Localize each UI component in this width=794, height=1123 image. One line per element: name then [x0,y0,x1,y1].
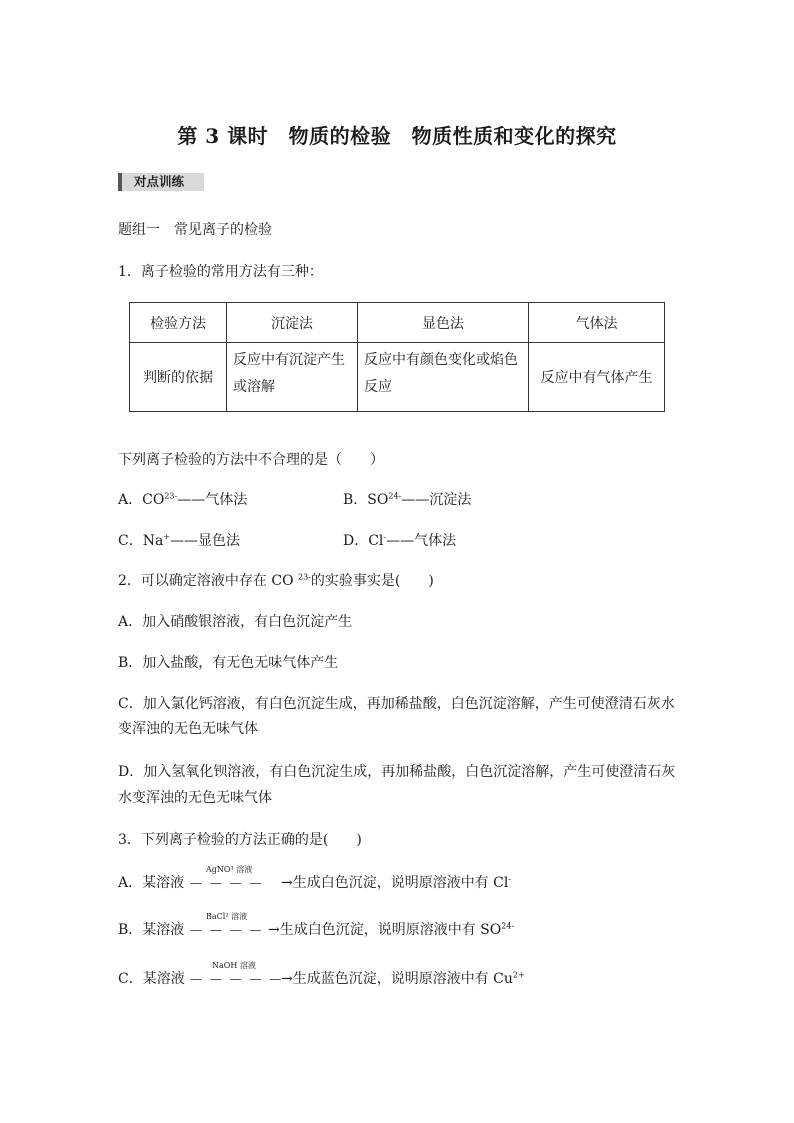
stem-text: 2．可以确定溶液中存在 CO [118,573,298,589]
q3-option-a-prefix: A．某溶液 [118,875,185,891]
group-heading: 题组一 常见离子的检验 [118,222,272,238]
question-3-stem: 3．下列离子检验的方法正确的是( ) [118,832,362,848]
table-cell-line: 反应 [364,379,392,395]
ion-charge: 23- [298,572,311,582]
option-text: B．SO [343,492,389,508]
table-cell-line: 反应中有沉淀产生 [233,352,345,368]
table-row-label: 判断的依据 [130,343,227,412]
q3-option-c-result [281,969,525,989]
reaction-arrow [190,864,280,888]
result-text: →生成白色沉淀，说明原溶液中有 Cl [281,875,509,891]
table-row [130,343,665,412]
question-1-prompt: 下列离子检验的方法中不合理的是（ ） [118,452,384,468]
reagent-label: BaCl² 溶液 [206,912,248,921]
table-header-cell: 气体法 [529,303,665,343]
dashed-arrow-icon: — — — — — [190,972,284,986]
result-text: →生成白色沉淀，说明原溶液中有 SO [268,922,502,938]
dashed-arrow-icon: — — — — [190,923,264,937]
reagent-label: NaOH 溶液 [212,961,256,970]
result-text: →生成蓝色沉淀，说明原溶液中有 Cu [281,971,513,987]
table-cell: 反应中有气体产生 [529,343,665,412]
option-text: D．Cl [343,533,384,549]
q3-option-b-prefix: B．某溶液 [118,922,185,938]
table-cell [227,343,358,412]
option-c [118,531,240,551]
q2-option-a: A．加入硝酸银溶液，有白色沉淀产生 [118,614,353,630]
table-cell [358,343,529,412]
option-d [343,531,456,551]
ion-charge: - [508,874,512,884]
ion-charge: 2+ [512,970,525,980]
q2-option-c-line2: 变浑浊的无色无味气体 [118,721,258,737]
option-text: ——气体法 [177,492,248,508]
ion-test-table [129,302,665,412]
option-text: ——显色法 [170,533,241,549]
ion-charge: 24- [501,921,515,931]
q2-option-c-line1: C．加入氯化钙溶液，有白色沉淀生成，再加稀盐酸，白色沉淀溶解，产生可使澄清石灰水 [118,696,675,712]
q2-option-d-line1: D．加入氢氧化钡溶液，有白色沉淀生成，再加稀盐酸，白色沉淀溶解，产生可使澄清石灰 [118,764,676,780]
q2-option-d-line2: 水变浑浊的无色无味气体 [118,790,272,806]
option-a [118,490,247,510]
ion-charge: - [383,532,387,542]
table-header-cell: 检验方法 [130,303,227,343]
table-header-row [130,303,665,343]
ion-charge: 23- [164,491,178,501]
question-1-stem: 1．离子检验的常用方法有三种： [118,264,323,280]
reaction-arrow [190,960,290,984]
q2-option-b: B．加入盐酸，有无色无味气体产生 [118,655,339,671]
section-badge: 对点训练 [118,173,204,191]
table-header-cell: 沉淀法 [227,303,358,343]
q3-option-a-result [281,873,511,893]
question-2-stem [118,571,434,591]
ion-charge: 24- [388,491,402,501]
q3-option-b-result [268,920,514,940]
table-cell-line: 反应中有颜色变化或焰色 [364,352,518,368]
option-text: A．CO [118,492,165,508]
reaction-arrow [190,911,280,935]
table-header-cell: 显色法 [358,303,529,343]
dashed-arrow-icon: — — — — [190,876,264,890]
table-cell-line: 或溶解 [233,379,275,395]
option-text: ——沉淀法 [401,492,472,508]
option-text: ——气体法 [386,533,457,549]
option-b [343,490,471,510]
q3-option-c-prefix: C．某溶液 [118,971,185,987]
ion-charge: + [163,532,171,542]
option-text: C．Na [118,533,164,549]
reagent-label: AgNO³ 溶液 [206,865,253,874]
page-title: 第 3 课时 物质的检验 物质性质和变化的探究 [177,124,617,148]
stem-text: 的实验事实是( ) [310,573,434,589]
